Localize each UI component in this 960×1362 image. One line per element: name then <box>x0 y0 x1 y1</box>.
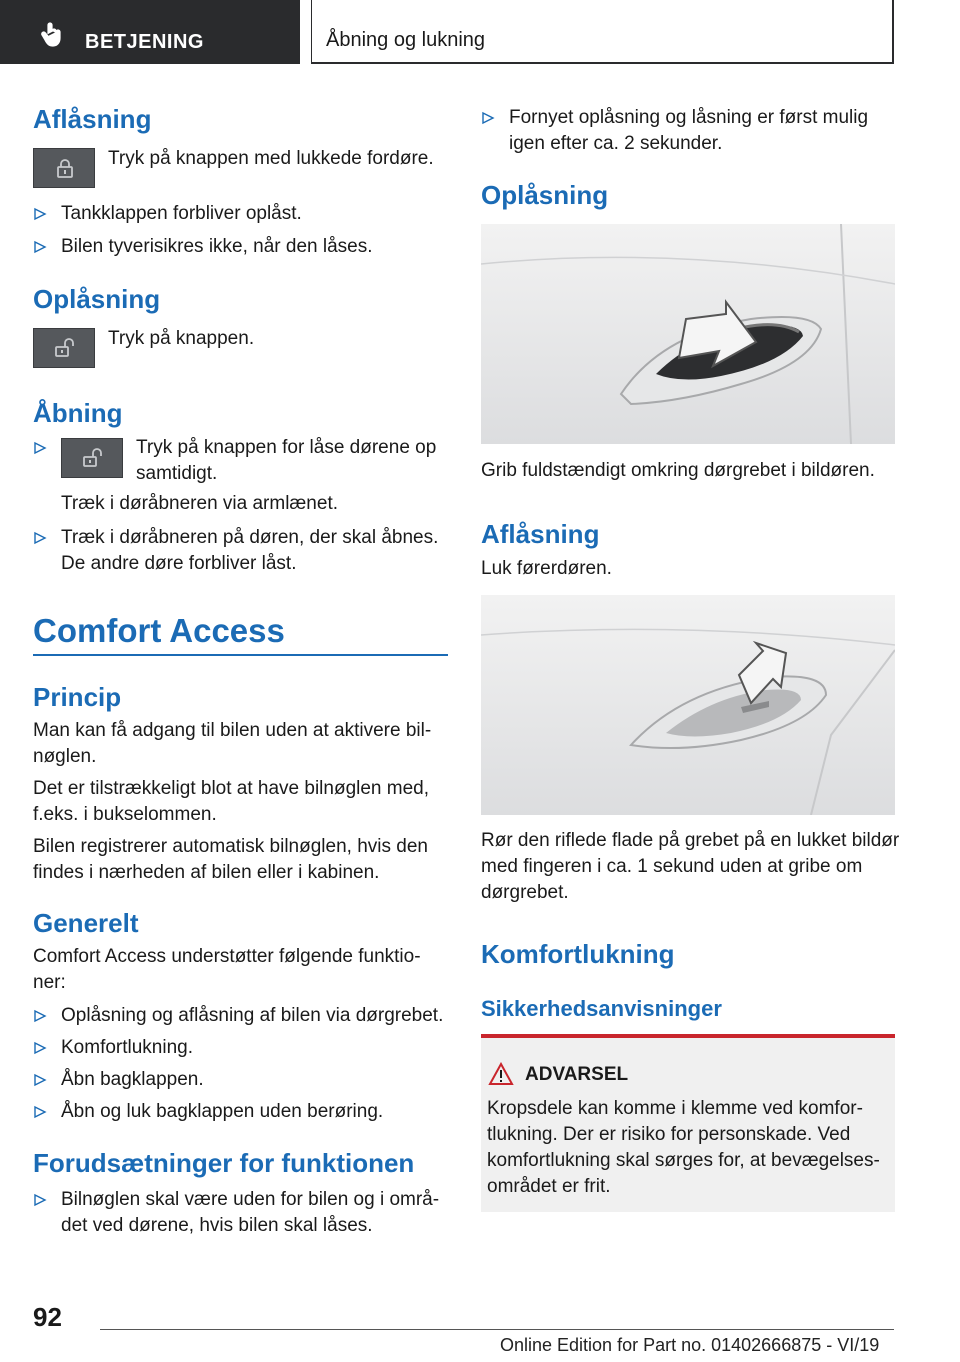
heading-generelt: Generelt <box>33 908 139 938</box>
forud-text: Bilnøglen skal være uden for bilen og i områ- <box>61 1189 440 1210</box>
abning-bullet1-sub: Træk i døråbneren via armlænet. <box>61 493 339 514</box>
aflasning-text: Luk førerdøren. <box>481 558 612 579</box>
triangle-bullet-icon <box>481 111 495 125</box>
warning-text: området er frit. <box>487 1176 611 1197</box>
triangle-bullet-icon <box>33 1009 47 1023</box>
triangle-bullet-icon <box>33 240 47 254</box>
list-item-text: Tankklappen forbliver oplåst. <box>61 203 302 224</box>
triangle-bullet-icon <box>33 1105 47 1119</box>
warning-text: komfortlukning skal sørges for, at bevægelses- <box>487 1150 880 1171</box>
heading-sikkerhed: Sikkerhedsanvisninger <box>481 996 722 1021</box>
forud-text: det ved dørene, hvis bilen skal låses. <box>61 1215 373 1236</box>
section-label: BETJENING <box>85 31 204 53</box>
door-handle-illustration <box>481 224 895 444</box>
heading-oplasning: Oplåsning <box>33 284 161 314</box>
heading-abning: Åbning <box>33 398 123 428</box>
page-header <box>0 0 960 66</box>
heading-aflasning-right: Aflåsning <box>481 519 600 549</box>
heading-forudsaetninger: Forudsætninger for funktionen <box>33 1148 415 1178</box>
generelt-text: ner: <box>33 972 66 993</box>
list-item-text: Åbn bagklappen. <box>61 1069 204 1090</box>
abning-bullet2-line1: Træk i døråbneren på døren, der skal åbnes. <box>61 527 439 548</box>
warning-box <box>481 1034 895 1212</box>
abning-bullet1-line2: samtidigt. <box>136 463 218 484</box>
list-item-text: Åbn og luk bagklappen uden berøring. <box>61 1101 384 1122</box>
warning-text: tlukning. Der er risiko for personskade. Ved <box>487 1124 851 1145</box>
lock-open-icon <box>54 337 76 359</box>
abning-bullet1-line1: Tryk på knappen for låse dørene op <box>136 437 437 458</box>
princip-text: Det er tilstrækkeligt blot at have bilnøglen med, <box>33 778 430 799</box>
lock-closed-icon <box>54 157 76 179</box>
page-title-box <box>311 0 894 64</box>
list-item-text: Bilen tyverisikres ikke, når den låses. <box>61 236 373 257</box>
oplasning-instruction: Tryk på knappen. <box>108 328 255 349</box>
princip-text: f.eks. i bukselommen. <box>33 804 217 825</box>
triangle-bullet-icon <box>33 1073 47 1087</box>
reopen-note-line2: igen efter ca. 2 sekunder. <box>509 133 723 154</box>
triangle-bullet-icon <box>33 531 47 545</box>
door-handle-illustration <box>481 595 895 815</box>
heading-oplasning-right: Oplåsning <box>481 180 609 210</box>
oplasning-caption: Grib fuldstændigt omkring dørgrebet i bildøren. <box>481 460 875 481</box>
lock-button-illustration <box>33 148 95 188</box>
section-divider <box>33 654 448 656</box>
warning-title: ADVARSEL <box>525 1064 629 1085</box>
triangle-bullet-icon <box>33 441 47 455</box>
aflasning-instruction: Tryk på knappen med lukkede fordøre. <box>108 148 434 169</box>
heading-princip: Princip <box>33 682 122 712</box>
aflasning-caption: dørgrebet. <box>481 882 569 903</box>
door-handle-unlock-photo <box>481 224 895 444</box>
unlock-button-illustration <box>33 328 95 368</box>
list-item-text: Oplåsning og aflåsning af bilen via dørgrebet. <box>61 1005 444 1026</box>
princip-text: Bilen registrerer automatisk bilnøglen, hvis den <box>33 836 428 857</box>
door-handle-lock-photo <box>481 595 895 815</box>
heading-komfortlukning: Komfortlukning <box>481 939 675 969</box>
unlock-button-illustration <box>61 438 123 478</box>
aflasning-caption: Rør den riflede flade på grebet på en lukket bildør <box>481 830 900 851</box>
triangle-bullet-icon <box>33 207 47 221</box>
princip-text: findes i nærheden af bilen eller i kabinen. <box>33 862 380 883</box>
triangle-bullet-icon <box>33 1041 47 1055</box>
triangle-bullet-icon <box>33 1193 47 1207</box>
aflasning-caption: med fingeren i ca. 1 sekund uden at gribe om <box>481 856 863 877</box>
footer-divider <box>100 1329 894 1330</box>
warning-triangle-icon <box>488 1062 514 1086</box>
heading-aflasning: Aflåsning <box>33 104 152 134</box>
edition-label: Online Edition for Part no. 01402666875 - VI/19 <box>500 1335 880 1355</box>
lock-open-icon <box>82 447 104 469</box>
princip-text: Man kan få adgang til bilen uden at aktivere bil- <box>33 720 432 741</box>
reopen-note-line1: Fornyet oplåsning og låsning er først mulig <box>509 107 869 128</box>
list-item-text: Komfortlukning. <box>61 1037 194 1058</box>
princip-text: nøglen. <box>33 746 97 767</box>
heading-comfort-access: Comfort Access <box>33 612 285 649</box>
section-tab <box>0 0 300 64</box>
generelt-text: Comfort Access understøtter følgende funktio- <box>33 946 421 967</box>
page-title: Åbning og lukning <box>326 29 486 51</box>
hand-pointer-icon <box>40 22 66 48</box>
page-number: 92 <box>33 1302 62 1332</box>
warning-text: Kropsdele kan komme i klemme ved komfor- <box>487 1098 863 1119</box>
abning-bullet2-line2: De andre døre forbliver låst. <box>61 553 297 574</box>
